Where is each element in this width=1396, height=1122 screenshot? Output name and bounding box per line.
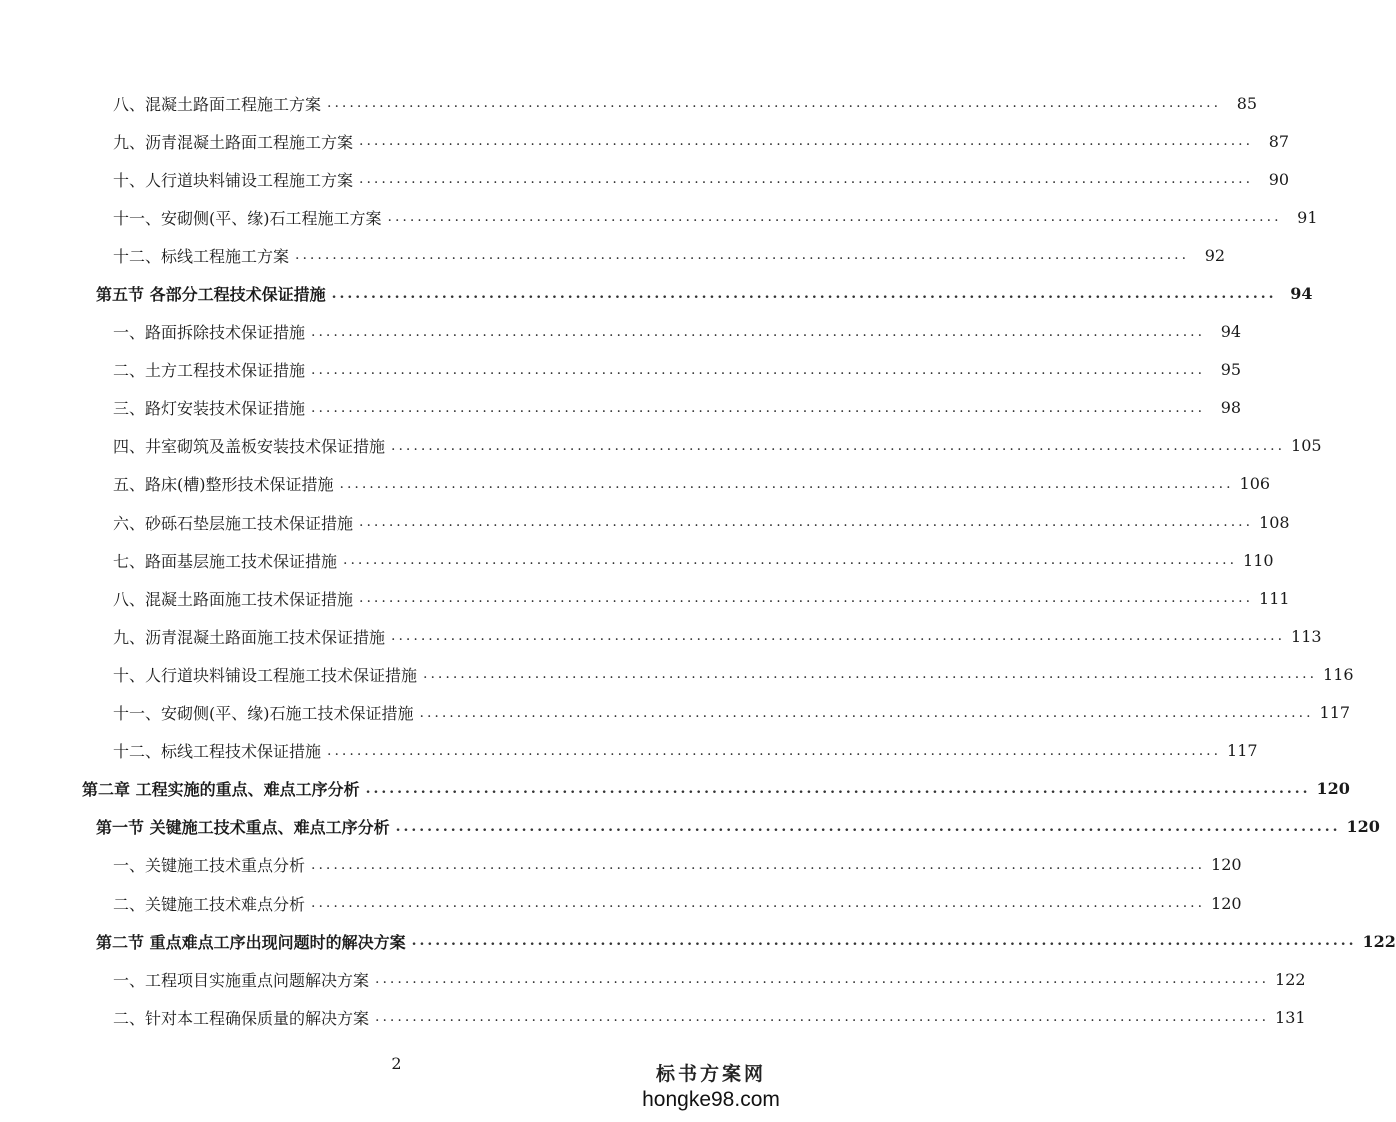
- toc-leader-dots: ........................................................................................................................: [359, 514, 1254, 531]
- watermark-url: hongke98.com: [642, 1088, 780, 1111]
- toc-leader-dots: ........................................................................................................................: [375, 971, 1270, 988]
- page-number: 2: [391, 1054, 402, 1073]
- toc-entry-page: 85: [1236, 93, 1258, 113]
- toc-entry-title: 八、混凝土路面工程施工方案: [113, 94, 322, 114]
- toc-entry-page: 120: [1316, 779, 1350, 799]
- toc-entry-title: 六、砂砾石垫层施工技术保证措施: [113, 513, 354, 533]
- toc-entry-title: 十一、安砌侧(平、缘)石工程施工方案: [113, 208, 382, 228]
- toc-entry[interactable]: [0, 808, 1380, 846]
- toc-leader-dots: ........................................................................................................................: [327, 95, 1222, 112]
- toc-entry-page: 91: [1297, 207, 1318, 227]
- toc-entry-page: 95: [1220, 360, 1242, 380]
- toc-entry-page: 120: [1346, 817, 1380, 837]
- toc-entry-title: 第二节 重点难点工序出现问题时的解决方案: [96, 932, 406, 952]
- toc-entry-title: 八、混凝土路面施工技术保证措施: [113, 589, 354, 609]
- toc-entry-page: 111: [1259, 588, 1290, 608]
- toc-entry-page: 120: [1211, 893, 1242, 913]
- toc-entry-title: 第二章 工程实施的重点、难点工序分析: [82, 780, 360, 800]
- toc-entry[interactable]: [0, 998, 1306, 1036]
- toc-entry[interactable]: [0, 313, 1242, 351]
- toc-leader-dots: ........................................................................................................................: [311, 399, 1206, 416]
- toc-entry[interactable]: [0, 427, 1322, 465]
- toc-entry[interactable]: [0, 236, 1226, 274]
- toc-entry-page: 131: [1275, 1007, 1306, 1027]
- toc-entry[interactable]: [0, 732, 1258, 770]
- toc-entry-title: 十、人行道块料铺设工程施工技术保证措施: [113, 665, 418, 685]
- toc-entry[interactable]: [0, 160, 1290, 198]
- toc-entry-page: 105: [1291, 436, 1322, 456]
- toc-entry-title: 四、井室砌筑及盖板安装技术保证措施: [113, 437, 386, 457]
- toc-entry-page: 122: [1362, 931, 1396, 951]
- toc-entry-page: 120: [1211, 855, 1242, 875]
- toc-entry-title: 第一节 关键施工技术重点、难点工序分析: [96, 818, 390, 838]
- toc-leader-dots: ........................................................................................................................: [311, 323, 1206, 340]
- toc-entry[interactable]: [0, 351, 1242, 389]
- toc-entry-page: 98: [1220, 398, 1242, 418]
- watermark-title: 标书方案网: [655, 1064, 766, 1085]
- toc-entry[interactable]: [0, 541, 1274, 579]
- toc-entry-title: 十、人行道块料铺设工程施工方案: [113, 170, 354, 190]
- toc-entry[interactable]: [0, 274, 1313, 312]
- toc-entry-page: 113: [1291, 626, 1322, 646]
- toc-entry-page: 92: [1204, 245, 1226, 265]
- toc-leader-dots: ........................................................................................................................: [327, 742, 1222, 759]
- toc-entry-title: 七、路面基层施工技术保证措施: [113, 551, 338, 571]
- toc-leader-dots: ........................................................................................................................: [343, 552, 1238, 569]
- toc-entry[interactable]: [0, 770, 1350, 808]
- toc-leader-dots: ........................................................................................................................: [391, 628, 1286, 645]
- toc-entry-page: 90: [1268, 169, 1290, 189]
- toc-leader-dots: ........................................................................................................................: [359, 590, 1254, 607]
- toc-leader-dots: ........................................................................................................................: [311, 361, 1206, 378]
- toc-entry-title: 五、路床(槽)整形技术保证措施: [113, 475, 334, 495]
- toc-entry[interactable]: [0, 122, 1290, 160]
- toc-leader-dots: ........................................................................................................................: [387, 209, 1282, 226]
- toc-entry[interactable]: [0, 198, 1318, 236]
- toc-entry-title: 二、针对本工程确保质量的解决方案: [113, 1008, 370, 1028]
- toc-entry[interactable]: [0, 389, 1242, 427]
- toc-leader-dots: ........................................................................................................................: [359, 133, 1254, 150]
- toc-entry[interactable]: [0, 694, 1351, 732]
- toc-entry[interactable]: [0, 846, 1242, 884]
- toc-entry-title: 一、关键施工技术重点分析: [113, 856, 306, 876]
- toc-entry-page: 106: [1239, 474, 1271, 494]
- watermark-logo: [641, 1059, 781, 1112]
- toc-entry-title: 二、关键施工技术难点分析: [113, 894, 306, 914]
- toc-leader-dots: ........................................................................................................................: [311, 895, 1206, 912]
- toc-entry-title: 九、沥青混凝土路面工程施工方案: [113, 132, 354, 152]
- toc-entry[interactable]: [0, 884, 1242, 922]
- toc-entry-page: 94: [1220, 322, 1242, 342]
- toc-leader-dots: ........................................................................................................................: [331, 285, 1277, 302]
- toc-entry-title: 三、路灯安装技术保证措施: [113, 399, 306, 419]
- toc-leader-dots: ........................................................................................................................: [375, 1009, 1270, 1026]
- toc-leader-dots: ........................................................................................................................: [391, 437, 1286, 454]
- toc-entry-title: 十二、标线工程施工方案: [113, 246, 290, 266]
- toc-entry-title: 一、工程项目实施重点问题解决方案: [113, 970, 370, 990]
- toc-entry-title: 二、土方工程技术保证措施: [113, 361, 306, 381]
- toc-entry-page: 87: [1268, 131, 1290, 151]
- toc-leader-dots: ........................................................................................................................: [419, 704, 1314, 721]
- toc-entry[interactable]: [0, 579, 1290, 617]
- toc-entry-page: 117: [1319, 703, 1351, 723]
- toc-leader-dots: ........................................................................................................................: [339, 475, 1234, 492]
- toc-entry[interactable]: [0, 503, 1290, 541]
- toc-leader-dots: ........................................................................................................................: [411, 933, 1357, 950]
- toc-entry[interactable]: [0, 655, 1354, 693]
- table-of-contents: [0, 84, 1396, 1036]
- toc-entry-page: 108: [1259, 512, 1290, 532]
- toc-leader-dots: ........................................................................................................................: [395, 818, 1341, 835]
- toc-leader-dots: ........................................................................................................................: [423, 666, 1318, 683]
- toc-leader-dots: ........................................................................................................................: [311, 856, 1206, 873]
- toc-entry[interactable]: [0, 960, 1306, 998]
- toc-entry-title: 九、沥青混凝土路面施工技术保证措施: [113, 627, 386, 647]
- toc-entry-page: 110: [1243, 550, 1274, 570]
- toc-entry[interactable]: [0, 617, 1322, 655]
- toc-entry-page: 116: [1323, 664, 1354, 684]
- toc-entry-page: 117: [1227, 741, 1258, 761]
- toc-entry-title: 一、路面拆除技术保证措施: [113, 323, 306, 343]
- toc-entry[interactable]: [0, 465, 1271, 503]
- toc-entry-page: 94: [1290, 284, 1313, 304]
- toc-entry[interactable]: [0, 922, 1396, 960]
- toc-entry-title: 第五节 各部分工程技术保证措施: [96, 285, 326, 305]
- toc-leader-dots: ........................................................................................................................: [295, 247, 1190, 264]
- toc-entry-title: 十二、标线工程技术保证措施: [113, 742, 322, 762]
- toc-entry[interactable]: [0, 84, 1258, 122]
- toc-entry-title: 十一、安砌侧(平、缘)石施工技术保证措施: [113, 704, 414, 724]
- toc-entry-page: 122: [1275, 969, 1306, 989]
- toc-leader-dots: ........................................................................................................................: [359, 171, 1254, 188]
- toc-leader-dots: ........................................................................................................................: [365, 780, 1311, 797]
